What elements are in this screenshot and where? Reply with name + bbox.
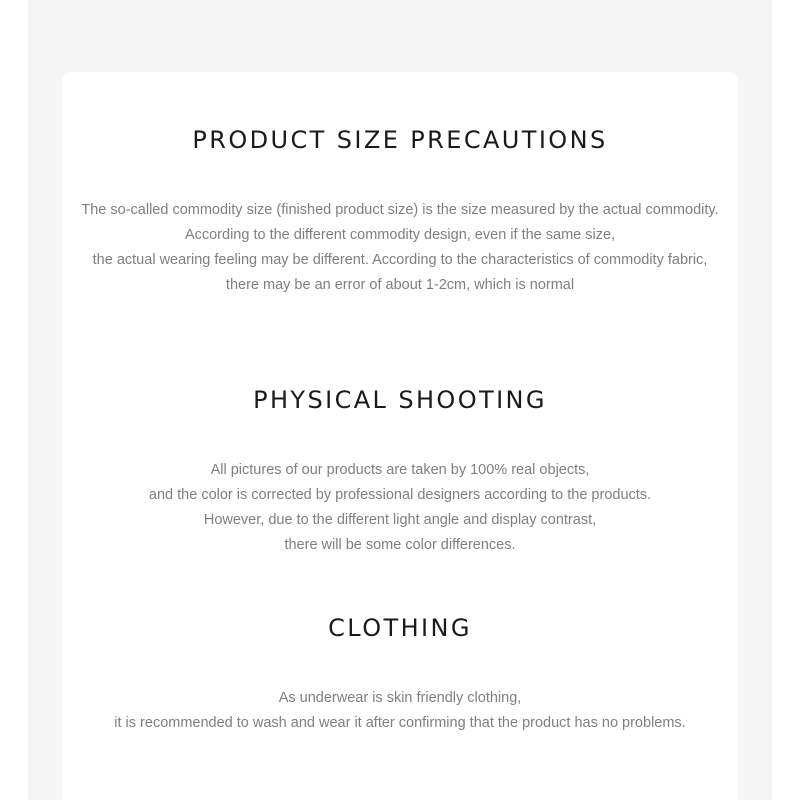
section-heading: CLOTHING <box>328 614 472 642</box>
section-heading: PRODUCT SIZE PRECAUTIONS <box>192 126 608 154</box>
section-physical-shooting <box>0 385 800 558</box>
body-line: and the color is corrected by professional designers according to the products. <box>148 487 652 503</box>
body-line: The so-called commodity size (finished product size) is the size measured by the actual commodity. <box>81 202 719 218</box>
section-clothing <box>0 613 800 736</box>
section-heading: PHYSICAL SHOOTING <box>253 386 547 414</box>
body-line: All pictures of our products are taken by 100% real objects, <box>210 462 590 478</box>
section-body <box>0 198 800 298</box>
section-body <box>0 686 800 736</box>
body-line: However, due to the different light angle and display contrast, <box>203 512 597 528</box>
section-product-size-precautions <box>0 125 800 298</box>
body-line: it is recommended to wash and wear it after confirming that the product has no problems. <box>114 715 686 731</box>
body-line: there may be an error of about 1-2cm, which is normal <box>225 277 575 293</box>
body-line: According to the different commodity design, even if the same size, <box>184 227 616 243</box>
body-line: the actual wearing feeling may be different. According to the characteristics of commodity fabric, <box>92 252 708 268</box>
body-line: As underwear is skin friendly clothing, <box>278 690 522 706</box>
body-line: there will be some color differences. <box>284 537 516 553</box>
section-body <box>0 458 800 558</box>
